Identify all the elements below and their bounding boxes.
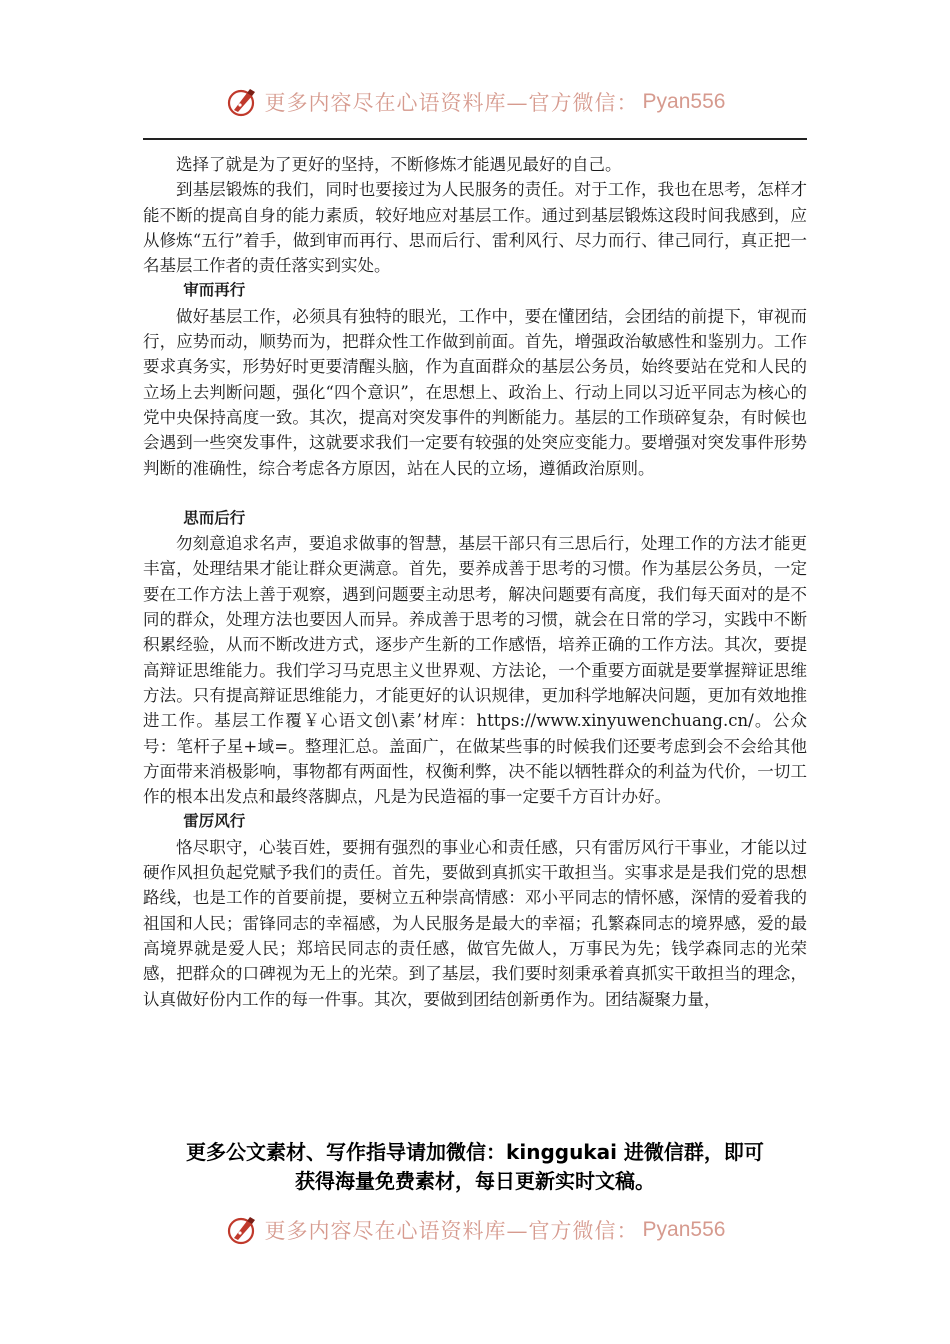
section-paragraph: 勿刻意追求名声，要追求做事的智慧，基层干部只有三思后行，处理工作的方法才能更丰富，处理结果才能让群众更满意。首先，要养成善于思考的习惯。作为基层公务员，一定要在工作方法上善于观察，遇到问题要主动思考，解决问题要有高度，我们每天面对的是不同的群众，处理方法也要因人而异。养成善于思考的习惯，就会在日常的学习，实践中不断积累经验，从而不断改进方式，逐步产生新的工作感悟，培养正确的工作方法。其次，要提高辩证思维能力。我们学习马克思主义世界观、方法论，一个重要方面就是要掌握辩证思维方法。只有提高辩证思维能力，才能更好的认识规律，更加科学地解决问题，更加有效地推进工作。基层工作覆￥心语文创\素’材库：https://www.xinyuwenchuang.cn/。公众号：笔杆子星+域=。整理汇总。盖面广，在做某些事的时候我们还要考虑到会不会给其他方面带来消极影响，事物都有两面性，权衡利弊，决不能以牺牲群众的利益为代价，一切工作的根本出发点和最终落脚点，凡是为民造福的事一定要千方百计办好。 <box>143 534 807 807</box>
pen-nib-circle-icon <box>225 1213 259 1247</box>
intro-paragraph: 到基层锻炼的我们，同时也要接过为人民服务的责任。对于工作，我也在思考，怎样才能不断的提高自身的能力素质，较好地应对基层工作。通过到基层锻炼这段时间我感到，应从修炼“五行”着手，做到审而再行、思而后行、雷利风行、尽力而行、律己同行，真正把一名基层工作者的责任落实到实处。 <box>143 180 807 276</box>
header-banner <box>0 82 950 122</box>
section-heading: 思而后行 <box>183 508 246 527</box>
footer-banner <box>0 1210 950 1250</box>
promo-line: 更多公文素材、写作指导请加微信：kinggukai 进微信群，即可 <box>186 1140 764 1164</box>
promo-line: 获得海量免费素材，每日更新实时文稿。 <box>295 1169 655 1193</box>
footer-banner-text: 更多内容尽在心语资料库—官方微信： <box>264 1219 639 1243</box>
footer-banner-id: Pyan556 <box>642 1218 726 1241</box>
paragraph-gap <box>143 481 807 506</box>
pen-nib-circle-icon <box>225 85 259 119</box>
header-banner-id: Pyan556 <box>642 90 726 113</box>
section-paragraph: 恪尽职守，心装百姓，要拥有强烈的事业心和责任感，只有雷厉风行干事业，才能以过硬作风担负起党赋予我们的责任。首先，要做到真抓实干敢担当。实事求是是我们党的思想路线，也是工作的首要前提，要树立五种崇高情感：邓小平同志的情怀感，深情的爱着我的祖国和人民；雷锋同志的幸福感，为人民服务是最大的幸福；孔繁森同志的境界感，爱的最高境界就是爱人民；郑培民同志的责任感，做官先做人，万事民为先；钱学森同志的光荣感，把群众的口碑视为无上的光荣。到了基层，我们要时刻秉承着真抓实干敢担当的理念，认真做好份内工作的每一件事。其次，要做到团结创新勇作为。团结凝聚力量， <box>143 837 807 1009</box>
section-heading: 审而再行 <box>183 281 246 300</box>
document-body <box>143 152 807 1012</box>
promo-notice <box>120 1138 830 1196</box>
intro-line: 选择了就是为了更好的坚持，不断修炼才能遇见最好的自己。 <box>176 155 622 174</box>
header-banner-text: 更多内容尽在心语资料库—官方微信： <box>264 91 639 115</box>
section-paragraph: 做好基层工作，必须具有独特的眼光，工作中，要在懂团结，会团结的前提下，审视而行，应势而动，顺势而为，把群众性工作做到前面。首先，增强政治敏感性和鉴别力。工作要求真务实，形势好时更要清醒头脑，作为直面群众的基层公务员，始终要站在党和人民的立场上去判断问题，强化“四个意识”，在思想上、政治上、行动上同以习近平同志为核心的党中央保持高度一致。其次，提高对突发事件的判断能力。基层的工作琐碎复杂，有时候也会遇到一些突发事件，这就要求我们一定要有较强的处突应变能力。要增强对突发事件形势判断的准确性，综合考虑各方原因，站在人民的立场，遵循政治原则。 <box>143 306 807 478</box>
header-rule <box>143 138 807 140</box>
section-heading: 雷厉风行 <box>183 812 246 831</box>
